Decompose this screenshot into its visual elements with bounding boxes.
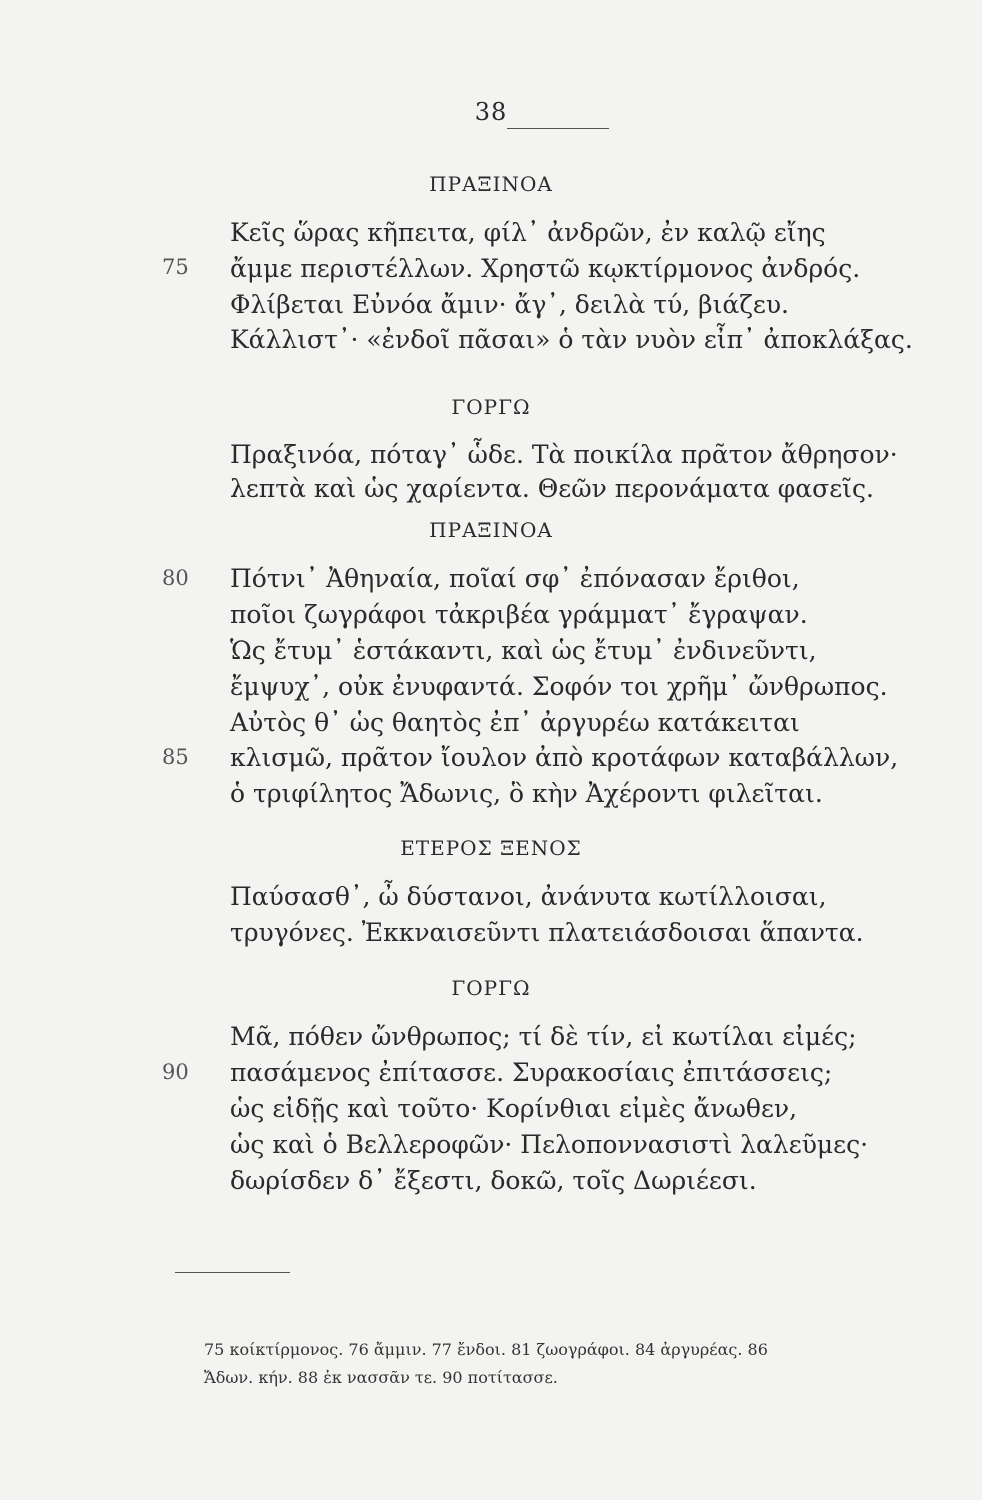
speaker-heading: ΓΟΡΓΩ — [451, 976, 531, 1000]
verse-line: Παύσασθ᾽, ὦ δύστανοι, ἀνάνυτα κωτίλλοισαι, — [230, 882, 827, 911]
verse-line: λεπτὰ καὶ ὡς χαρίεντα. Θεῶν περονάματα φασεῖς. — [230, 474, 874, 503]
verse-line: ὁ τριφίλητος Ἄδωνις, ὃ κὴν Ἀχέροντι φιλεῖται. — [230, 779, 823, 808]
footnote-rule — [175, 1272, 290, 1273]
verse-line: Πραξινόα, πόταγ᾽ ὧδε. Τὰ ποικίλα πρᾶτον ἄθρησον· — [230, 440, 898, 469]
speaker-heading: ΕΤΕΡΟΣ ΞΕΝΟΣ — [400, 836, 582, 860]
footnote-line: 75 κοίκτίρμονος. 76 ἄμμιν. 77 ἔνδοι. 81 ζωογράφοι. 84 ἀργυρέας. 86 — [204, 1340, 768, 1359]
speaker-heading: ΠΡΑΞΙΝΟΑ — [429, 172, 553, 196]
verse-line: Πότνι᾽ Ἀθηναία, ποῖαί σφ᾽ ἐπόνασαν ἔριθοι, — [230, 564, 800, 593]
verse-line: Μᾶ, πόθεν ὤνθρωπος; τί δὲ τίν, εἰ κωτίλαι εἰμές; — [230, 1022, 857, 1051]
verse-line: κλισμῶ, πρᾶτον ἴουλον ἀπὸ κροτάφων καταβάλλων, — [230, 743, 899, 772]
verse-line: πασάμενος ἐπίτασσε. Συρακοσίαις ἐπιτάσσεις; — [230, 1058, 833, 1087]
line-number: 90 — [162, 1060, 189, 1084]
speaker-heading: ΠΡΑΞΙΝΟΑ — [429, 518, 553, 542]
verse-line: Φλίβεται Εὐνόα ἄμιν· ἄγ᾽, δειλὰ τύ, βιάζευ. — [230, 290, 789, 319]
verse-line: Κάλλιστ᾽· «ἐνδοῖ πᾶσαι» ὁ τὰν νυὸν εἶπ᾽ ἀποκλάξας. — [230, 325, 913, 354]
verse-line: Αὐτὸς θ᾽ ὡς θαητὸς ἐπ᾽ ἀργυρέω κατάκειται — [230, 708, 800, 737]
footnote-line: Ἄδων. κήν. 88 ἐκ νασσᾶν τε. 90 ποτίτασσε. — [204, 1368, 558, 1387]
page-number-rule — [507, 128, 609, 129]
verse-line: Κεῖς ὥρας κῆπειτα, φίλ᾽ ἀνδρῶν, ἐν καλῷ εἴης — [230, 218, 826, 247]
verse-line: Ὡς ἔτυμ᾽ ἑστάκαντι, καὶ ὡς ἔτυμ᾽ ἐνδινεῦντι, — [230, 636, 817, 665]
verse-line: ποῖοι ζωγράφοι τἀκριβέα γράμματ᾽ ἔγραψαν. — [230, 600, 808, 629]
line-number: 75 — [162, 255, 189, 279]
line-number: 85 — [162, 745, 189, 769]
speaker-heading: ΓΟΡΓΩ — [451, 395, 531, 419]
verse-line: δωρίσδεν δ᾽ ἔξεστι, δοκῶ, τοῖς Δωριέεσι. — [230, 1166, 757, 1195]
verse-line: ἔμψυχ᾽, οὐκ ἐνυφαντά. Σοφόν τοι χρῆμ᾽ ὤνθρωπος. — [230, 672, 888, 701]
verse-line: τρυγόνες. Ἐκκναισεῦντι πλατειάσδοισαι ἅπαντα. — [230, 918, 864, 947]
verse-line: ὡς εἰδῇς καὶ τοῦτο· Κορίνθιαι εἰμὲς ἄνωθεν, — [230, 1094, 798, 1123]
verse-line: ἄμμε περιστέλλων. Χρηστῶ κῳκτίρμονος ἀνδρός. — [230, 254, 861, 283]
verse-line: ὡς καὶ ὁ Βελλεροφῶν· Πελοποννασιστὶ λαλεῦμες· — [230, 1130, 869, 1159]
line-number: 80 — [162, 566, 189, 590]
page-number: 38 — [474, 98, 508, 126]
